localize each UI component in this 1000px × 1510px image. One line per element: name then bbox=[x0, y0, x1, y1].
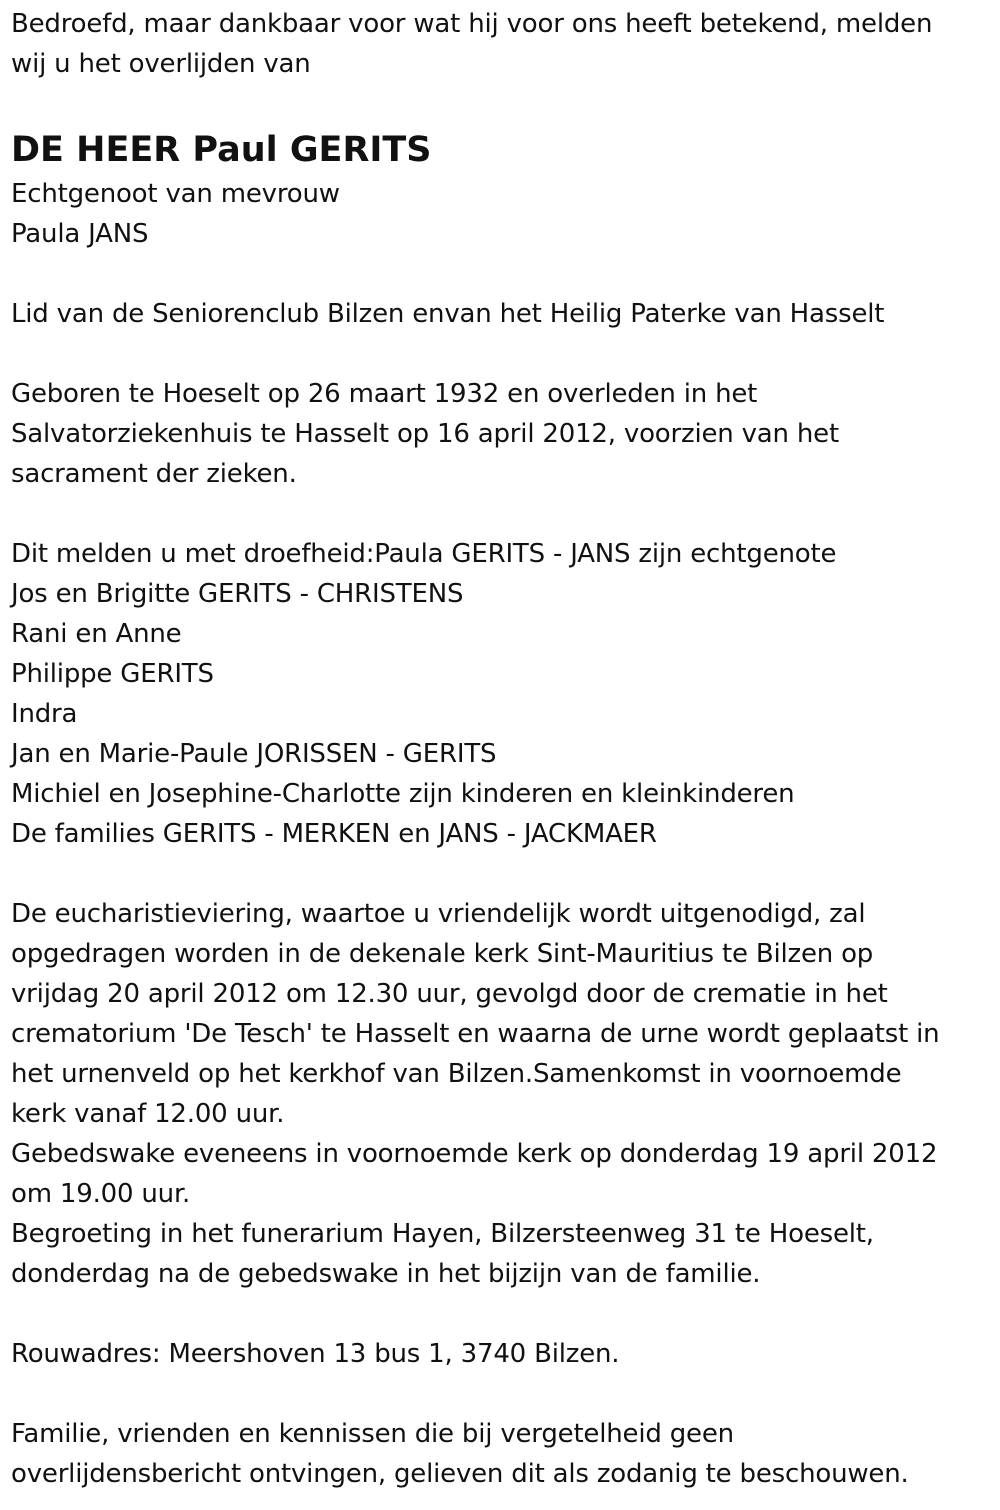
spacer bbox=[11, 1374, 990, 1414]
spouse-line: Paula JANS bbox=[11, 219, 149, 249]
spacer bbox=[11, 84, 990, 124]
ceremony-line: De eucharistieviering, waartoe u vriendelijk wordt uitgenodigd, zal bbox=[11, 899, 866, 929]
ceremony-line: donderdag na de gebedswake in het bijzijn van de familie. bbox=[11, 1259, 761, 1289]
birth-death-line: Salvatorziekenhuis te Hasselt op 16 april 2012, voorzien van het bbox=[11, 419, 839, 449]
closing-line: overlijdensbericht ontvingen, gelieven dit als zodanig te beschouwen. bbox=[11, 1459, 909, 1489]
ceremony-line: Gebedswake eveneens in voornoemde kerk op donderdag 19 april 2012 bbox=[11, 1139, 938, 1169]
family-line: Dit melden u met droefheid:Paula GERITS - JANS zijn echtgenote bbox=[11, 539, 837, 569]
family-line: Jos en Brigitte GERITS - CHRISTENS bbox=[11, 579, 464, 609]
intro-line: Bedroefd, maar dankbaar voor wat hij voor ons heeft betekend, melden bbox=[11, 9, 933, 39]
ceremony-line: kerk vanaf 12.00 uur. bbox=[11, 1099, 285, 1129]
intro-line: wij u het overlijden van bbox=[11, 49, 311, 79]
family-line: Philippe GERITS bbox=[11, 659, 214, 689]
family-line: Jan en Marie-Paule JORISSEN - GERITS bbox=[11, 739, 497, 769]
ceremony-line: opgedragen worden in de dekenale kerk Sint-Mauritius te Bilzen op bbox=[11, 939, 874, 969]
spouse-line: Echtgenoot van mevrouw bbox=[11, 179, 340, 209]
closing-block bbox=[11, 1414, 990, 1494]
family-line: Indra bbox=[11, 699, 78, 729]
membership-line: Lid van de Seniorenclub Bilzen envan het Heilig Paterke van Hasselt bbox=[11, 299, 885, 329]
ceremony-line: om 19.00 uur. bbox=[11, 1179, 191, 1209]
deceased-name: DE HEER Paul GERITS bbox=[11, 130, 432, 170]
family-line: Michiel en Josephine-Charlotte zijn kinderen en kleinkinderen bbox=[11, 779, 795, 809]
ceremony-block bbox=[11, 894, 990, 1294]
address-line: Rouwadres: Meershoven 13 bus 1, 3740 Bilzen. bbox=[11, 1339, 620, 1369]
closing-line: Familie, vrienden en kennissen die bij vergetelheid geen bbox=[11, 1419, 734, 1449]
birth-death-line: sacrament der zieken. bbox=[11, 459, 297, 489]
ceremony-line: crematorium 'De Tesch' te Hasselt en waarna de urne wordt geplaatst in bbox=[11, 1019, 940, 1049]
ceremony-line: Begroeting in het funerarium Hayen, Bilzersteenweg 31 te Hoeselt, bbox=[11, 1219, 874, 1249]
family-line: De families GERITS - MERKEN en JANS - JACKMAER bbox=[11, 819, 657, 849]
spacer bbox=[11, 494, 990, 534]
spacer bbox=[11, 854, 990, 894]
family-line: Rani en Anne bbox=[11, 619, 182, 649]
spacer bbox=[11, 334, 990, 374]
family-block bbox=[11, 534, 990, 854]
intro-block bbox=[11, 0, 990, 84]
birth-death-line: Geboren te Hoeselt op 26 maart 1932 en overleden in het bbox=[11, 379, 758, 409]
spacer bbox=[11, 254, 990, 294]
birth-death-block bbox=[11, 374, 990, 494]
spacer bbox=[11, 1294, 990, 1334]
ceremony-line: het urnenveld op het kerkhof van Bilzen.Samenkomst in voornoemde bbox=[11, 1059, 902, 1089]
ceremony-line: vrijdag 20 april 2012 om 12.30 uur, gevolgd door de crematie in het bbox=[11, 979, 888, 1009]
spouse-block bbox=[11, 174, 990, 254]
